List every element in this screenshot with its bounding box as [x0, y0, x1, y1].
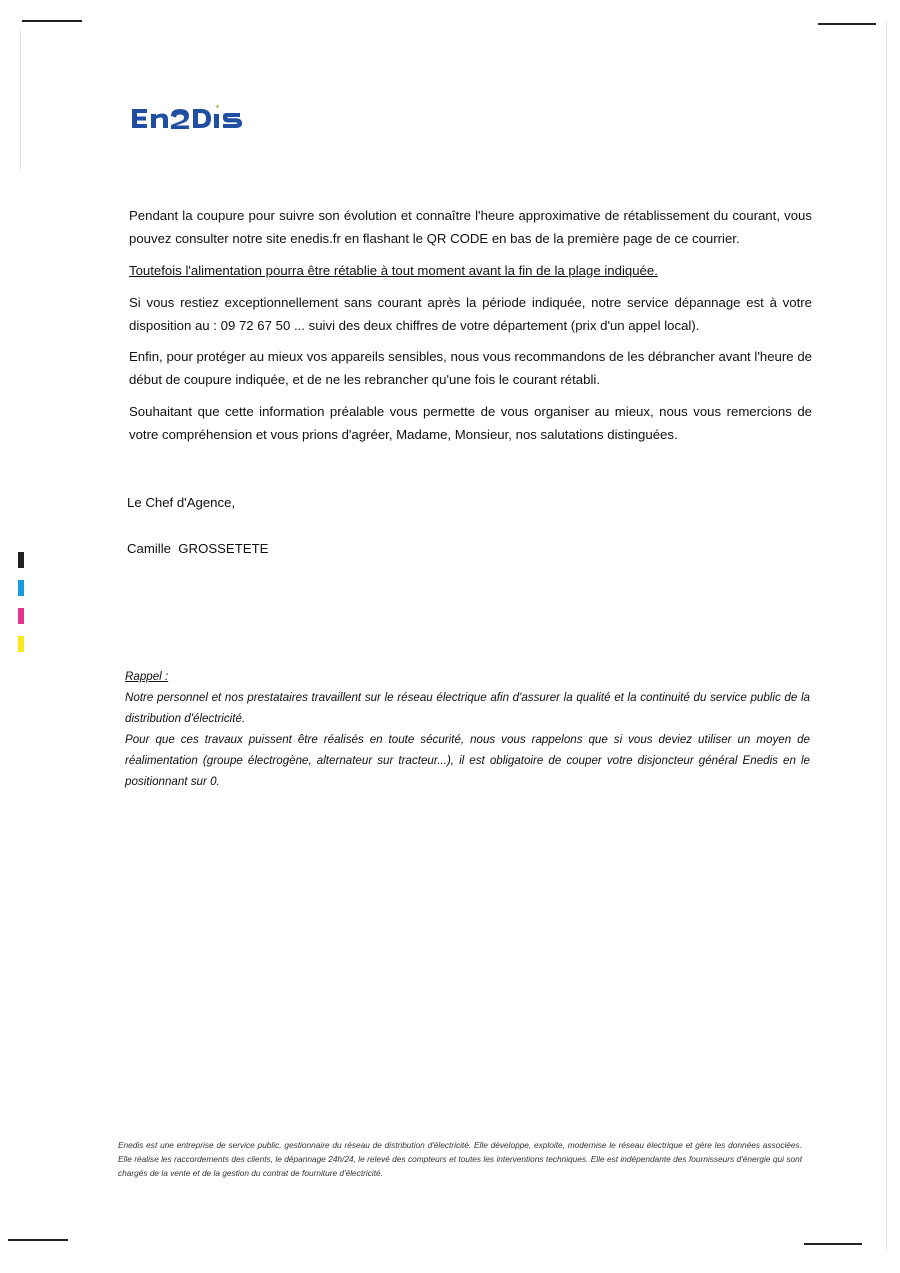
- crop-mark-bottom-right: [804, 1243, 862, 1245]
- legal-footer: Enedis est une entreprise de service public, gestionnaire du réseau de distribution d'électricité. Elle développe, exploite, modernise le réseau électrique et gère les données associées. Elle réalise les raccordements des clients, le dépannage 24h/24, le relevé des compteurs et toutes les interventions techniques. Elle est indépendante des fournisseurs d'énergie qui sont chargés de la vente et de la gestion du contrat de fourniture d'électricité.: [118, 1140, 802, 1178]
- color-swatch-cyan: [18, 580, 24, 596]
- signature-title: Le Chef d'Agence,: [127, 495, 236, 510]
- color-swatch-yellow: [18, 636, 24, 652]
- paragraph-device-protection: Enfin, pour protéger au mieux vos appareils sensibles, nous vous recommandons de les débrancher avant l'heure de début de coupure indiquée, et de ne les rebrancher qu'une fois le courant rétabli.: [129, 349, 812, 387]
- paragraph-troubleshooting-service: Si vous restiez exceptionnellement sans courant après la période indiquée, notre service dépannage est à votre disposition au : 09 72 67 50 ... suivi des deux chiffres de votre département (prix d'un appel local).: [129, 295, 812, 333]
- scan-edge-right: [886, 20, 887, 1250]
- crop-mark-bottom-left: [8, 1239, 68, 1241]
- crop-mark-top-right: [818, 23, 876, 25]
- reminder-block: [125, 666, 810, 792]
- crop-mark-top-left: [22, 20, 82, 22]
- enedis-logo: [131, 104, 243, 132]
- paragraph-early-restoration-text: Toutefois l'alimentation pourra être rétablie à tout moment avant la fin de la plage indiquée.: [129, 263, 658, 278]
- paragraph-closing: Souhaitant que cette information préalable vous permette de vous organiser au mieux, nous vous remercions de votre compréhension et vous prions d'agréer, Madame, Monsieur, nos salutations distinguées.: [129, 404, 812, 442]
- color-swatch-magenta: [18, 608, 24, 624]
- reminder-text-staff: Notre personnel et nos prestataires travaillent sur le réseau électrique afin d'assurer la qualité et la continuité du service public de la distribution d'électricité.: [125, 691, 810, 725]
- reminder-text-safety: Pour que ces travaux puissent être réalisés en toute sécurité, nous vous rappelons que si vous deviez utiliser un moyen de réalimentation (groupe électrogène, alternateur sur tracteur...), il est obligatoire de couper votre disjoncteur général Enedis en le positionnant sur 0.: [125, 733, 810, 788]
- paragraph-early-restoration: [129, 260, 812, 283]
- signature-name: Camille GROSSETETE: [127, 541, 269, 556]
- scan-edge-left: [20, 30, 21, 170]
- color-swatch-black: [18, 552, 24, 568]
- reminder-title: Rappel :: [125, 670, 169, 683]
- paragraph-interruption-tracking: Pendant la coupure pour suivre son évolution et connaître l'heure approximative de rétablissement du courant, vous pouvez consulter notre site enedis.fr en flashant le QR CODE en bas de la première page de ce courrier.: [129, 208, 812, 246]
